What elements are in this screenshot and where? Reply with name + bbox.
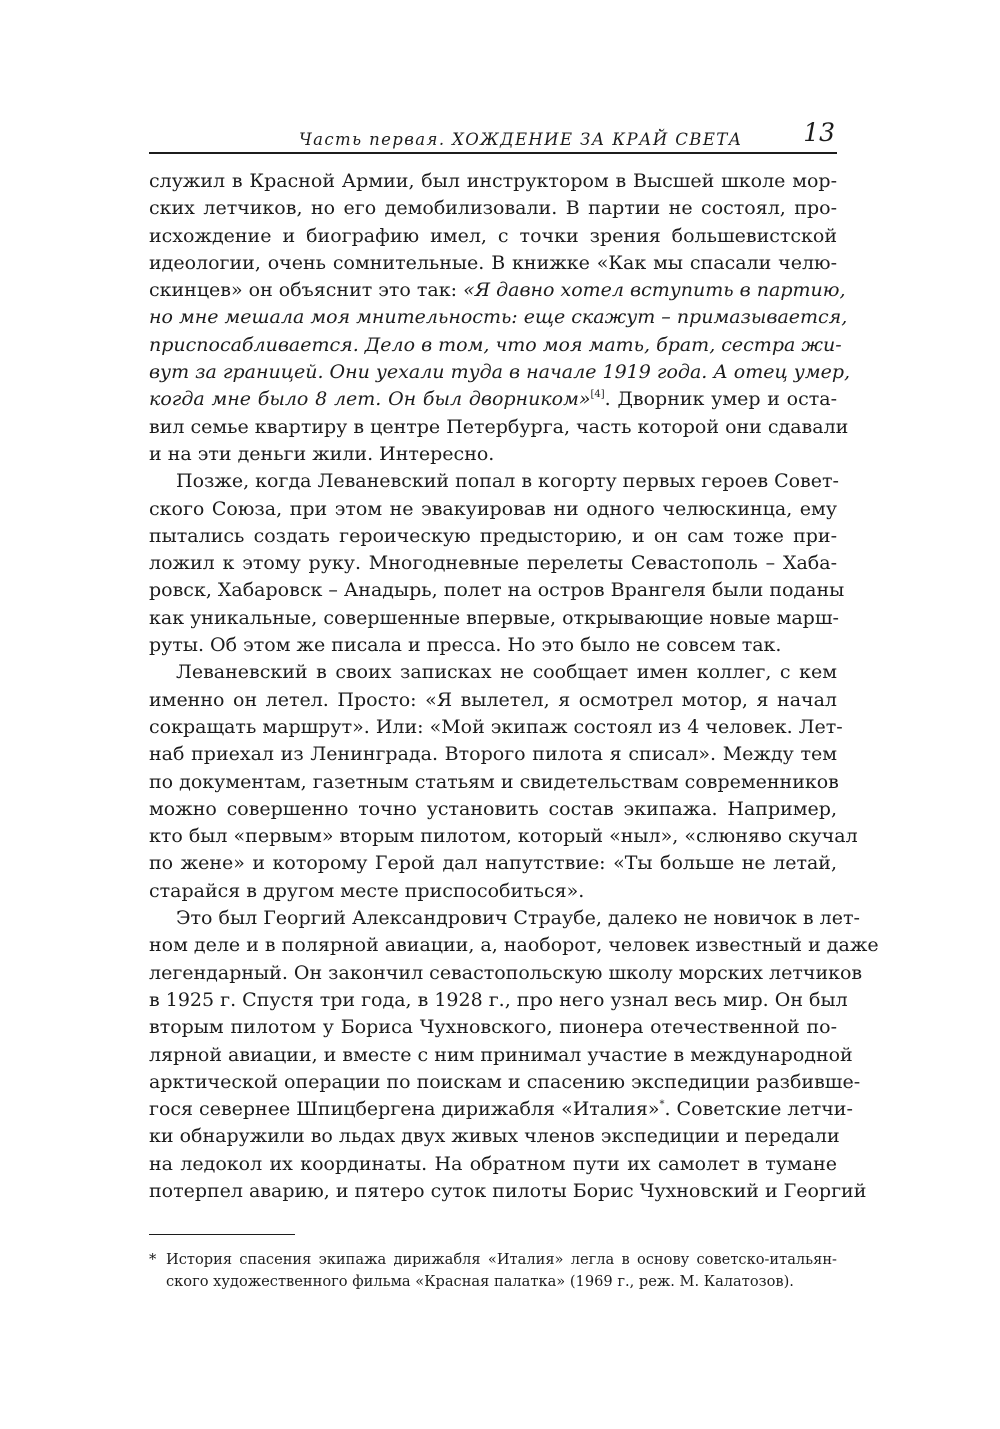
text-line: можно совершенно точно установить состав экипажа. Например,: [149, 797, 837, 820]
quote-text: когда мне было 8 лет. Он был дворником»: [149, 388, 591, 411]
text-line: ровск, Хабаровск – Анадырь, полет на остров Врангеля были поданы: [149, 579, 845, 602]
text-line: Это был Георгий Александрович Страубе, далеко не новичок в лет-: [176, 907, 860, 930]
text-line: [149, 332, 842, 359]
text-line: лярной авиации, и вместе с ним принимал участие в международной: [149, 1043, 853, 1066]
footnote: [149, 1249, 837, 1293]
text-line: наб приехал из Ленинграда. Второго пилота я списал». Между тем: [149, 743, 837, 766]
running-title: Часть первая. ХОЖДЕНИЕ ЗА КРАЙ СВЕТА: [299, 130, 743, 149]
text-line: [149, 359, 851, 386]
text-line: ки обнаружили во льдах двух живых членов экспедиции и передали: [149, 1125, 840, 1148]
quote-text: «Я давно хотел вступить в партию,: [463, 279, 846, 302]
text-line: вил семье квартиру в центре Петербурга, часть которой они сдавали: [149, 415, 849, 438]
text-line: [149, 386, 837, 413]
text-line: ского Союза, при этом не эвакуировав ни одного челюскинца, ему: [149, 497, 837, 520]
text-segment: . Советские летчи-: [664, 1098, 853, 1121]
text-line: [149, 1096, 853, 1123]
text-line: по документам, газетным статьям и свидетельствам современников: [149, 770, 839, 793]
text-line: [149, 277, 846, 304]
text-line: арктической операции по поискам и спасению экспедиции разбивше-: [149, 1070, 861, 1093]
running-header: [149, 112, 837, 154]
text-line: по жене» и которому Герой дал напутствие: «Ты больше не летай,: [149, 852, 837, 875]
footnote-mark: *: [659, 1099, 665, 1111]
text-line: старайся в другом месте приспособиться».: [149, 879, 585, 902]
text-line: ских летчиков, но его демобилизовали. В партии не состоял, про-: [149, 197, 837, 220]
text-line: потерпел аварию, и пятеро суток пилоты Борис Чухновский и Георгий: [149, 1179, 867, 1202]
text-segment: гося севернее Шпицбергена дирижабля «Италия»: [149, 1098, 660, 1121]
page-number: 13: [803, 118, 835, 147]
text-line: исхождение и биографию имел, с точки зрения большевистской: [149, 224, 837, 247]
text-line: именно он летел. Просто: «Я вылетел, я осмотрел мотор, я начал: [149, 688, 837, 711]
text-line: кто был «первым» вторым пилотом, который «ныл», «слюняво скучал: [149, 825, 858, 848]
footnote-marker: *: [149, 1251, 157, 1268]
quote-text: но мне мешала моя мнительность: еще скажут – примазывается,: [149, 306, 848, 329]
text-segment: . Дворник умер и оста-: [604, 388, 837, 411]
text-segment: скинцев» он объяснит это так:: [149, 279, 464, 302]
text-line: ном деле и в полярной авиации, а, наоборот, человек известный и даже: [149, 934, 879, 957]
text-line: в 1925 г. Спустя три года, в 1928 г., про него узнал весь мир. Он был: [149, 988, 848, 1011]
quote-text: приспосабливается. Дело в том, что моя мать, брат, сестра жи-: [149, 333, 842, 356]
text-line: Позже, когда Леваневский попал в когорту первых героев Совет-: [176, 470, 839, 493]
reference-mark: [4]: [590, 389, 605, 401]
text-line: руты. Об этом же писала и пресса. Но это было не совсем так.: [149, 634, 782, 657]
text-line: и на эти деньги жили. Интересно.: [149, 442, 495, 465]
text-line: вторым пилотом у Бориса Чухновского, пионера отечественной по-: [149, 1016, 837, 1039]
footnote-line: [149, 1249, 837, 1271]
text-line: идеологии, очень сомнительные. В книжке «Как мы спасали челю-: [149, 251, 837, 274]
text-line: служил в Красной Армии, был инструктором в Высшей школе мор-: [149, 170, 837, 192]
quote-text: вут за границей. Они уехали туда в начале 1919 года. А отец умер,: [149, 361, 851, 384]
text-line: на ледокол их координаты. На обратном пути их самолет в тумане: [149, 1152, 837, 1175]
footnote-divider: [149, 1234, 295, 1235]
footnote-text: История спасения экипажа дирижабля «Италия» легла в основу советско-итальян-: [166, 1251, 837, 1268]
text-line: сокращать маршрут». Или: «Мой экипаж состоял из 4 человек. Лет-: [149, 715, 843, 738]
text-line: легендарный. Он закончил севастопольскую школу морских летчиков: [149, 961, 863, 984]
footnote-line: ского художественного фильма «Красная палатка» (1969 г., реж. М. Калатозов).: [166, 1273, 794, 1290]
text-line: пытались создать героическую предысторию, и он сам тоже при-: [149, 524, 837, 547]
main-text: [149, 168, 879, 1205]
text-line: Леваневский в своих записках не сообщает имен коллег, с кем: [176, 661, 837, 684]
text-line: [149, 304, 848, 331]
text-line: ложил к этому руку. Многодневные перелеты Севастополь – Хаба-: [149, 552, 837, 575]
text-line: как уникальные, совершенные впервые, открывающие новые марш-: [149, 606, 839, 629]
